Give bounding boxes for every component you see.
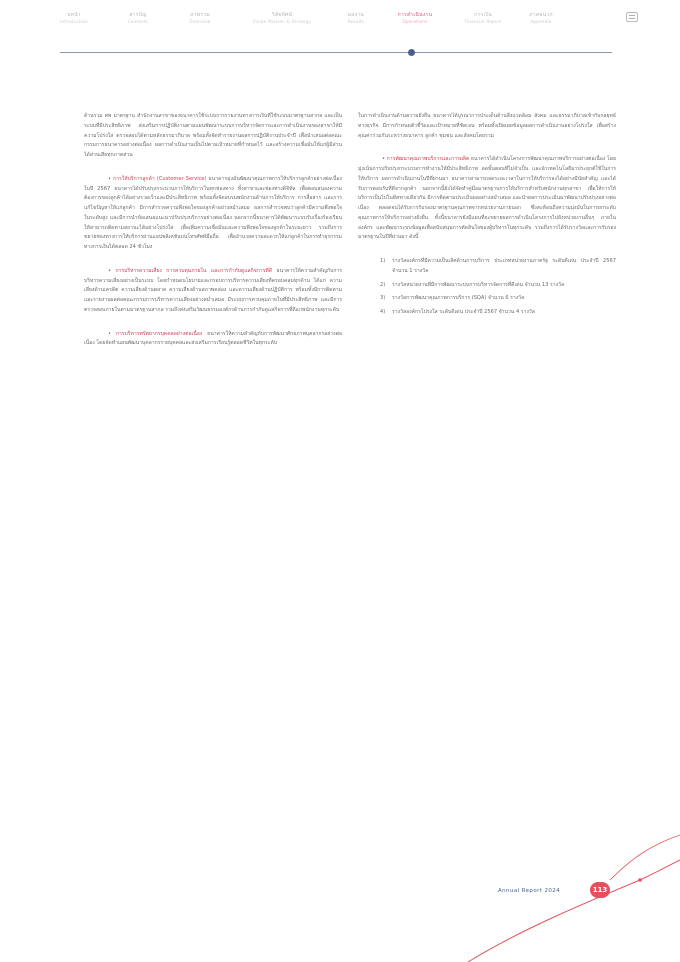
list-item: 1) รางวัลองค์กรที่มีความเป็นเลิศด้านการบริการ ประเภทหน่วยงานภาครัฐ ระดับดีเด่น ประจำปี 2567 จำนวน 1 รางวัล (380, 258, 616, 274)
nav-item-contents[interactable]: สารบัญ Contents (127, 12, 149, 24)
list-item: 2) รางวัลหน่วยงานที่มีการพัฒนาระบบการบริหารจัดการที่ดีเด่น จำนวน 13 รางวัล (380, 281, 565, 288)
section-heading-hr: • การบริหารทรัพยากรบุคคลอย่างต่อเนื่อง (108, 330, 203, 337)
nav-item-vision[interactable]: วิสัยทัศน์ Vision Mission & Strategy (252, 12, 312, 24)
footer-report-title: Annual Report 2024 (498, 888, 561, 894)
section-heading-quality: • การพัฒนาคุณภาพบริการและการผลิต (382, 156, 470, 163)
nav-item-introduction[interactable]: บทนำ Introduction (60, 12, 88, 24)
list-item: 3) รางวัลการพัฒนาคุณภาพการบริการ (SQA) จำนวน 6 รางวัล (380, 295, 525, 302)
left-paragraph-1: ด้านรวม ศพ มาตรฐาน สำนักงานสาขาของธนาคารใช้ระบบการรายงานทางการเงินที่ใช้ระบบมาตรฐานสากล และเป็นระบบที่มีประสิทธิภาพ ส่งเสริมการปฏิบัติงานตามแผนพัฒนาระบบการบริหารจัดการและการดำเนินงานของสาขาให้มีความโปร่งใส ตรวจสอบได้ตามหลักธรรมาภิบาล พร้อมทั้งจัดทำรายงานผลการปฏิบัติงานประจำปี เพื่อนำเสนอต่อคณะกรรมการธนาคารอย่างต่อเนื่อง ผลการดำเนินงานเป็นไปตามเป้าหมายที่กำหนดไว้ และสร้างความเชื่อมั่นให้แก่ผู้มีส่วนได้ส่วนเสียทุกภาคส่วน (84, 113, 342, 158)
left-paragraph-3: • การบริหารความเสี่ยง การควบคุมภายใน และการกำกับดูแลกิจการที่ดี ธนาคารให้ความสำคัญกับการบริหารความเสี่ยงอย่างเป็นระบบ โดยกำหนดนโยบายและกรอบการบริหารความเสี่ยงที่ครอบคลุมทุกด้าน ได้แก่ ความเสี่ยงด้านเครดิต ความเสี่ยงด้านตลาด ความเสี่ยงด้านสภาพคล่อง และความเสี่ยงด้านปฏิบัติการ พร้อมทั้งมีการติดตามและรายงานผลต่อคณะกรรมการบริหารความเสี่ยงอย่างสม่ำเสมอ มีระบบการควบคุมภายในที่มีประสิทธิภาพ และมีการตรวจสอบภายในตามมาตรฐานสากล รวมถึงส่งเสริมวัฒนธรรมองค์กรด้านการกำกับดูแลกิจการที่ดีแก่พนักงานทุกระดับ (84, 267, 342, 313)
right-paragraph-2: • การพัฒนาคุณภาพบริการและการผลิต ธนาคารได้ดำเนินโครงการพัฒนาคุณภาพบริการอย่างต่อเนื่อง โดยมุ่งเน้นการปรับปรุงกระบวนการทำงานให้มีประสิทธิภาพ ลดขั้นตอนที่ไม่จำเป็น และนำเทคโนโลยีมาประยุกต์ใช้ในการให้บริการ ผลการดำเนินงานในปีที่ผ่านมา ธนาคารสามารถลดระยะเวลาในการให้บริการลงได้อย่างมีนัยสำคัญ และได้รับการตอบรับที่ดีจากลูกค้า นอกจากนี้ยังได้จัดทำคู่มือมาตรฐานการให้บริการสำหรับพนักงานทุกสาขา เพื่อให้การให้บริการเป็นไปในทิศทางเดียวกัน มีการติดตามประเมินผลอย่างสม่ำเสมอ และนำผลการประเมินมาพัฒนาปรับปรุงอย่างต่อเนื่อง ตลอดจนได้รับการรับรองมาตรฐานคุณภาพจากหน่วยงานภายนอก ซึ่งสะท้อนถึงความมุ่งมั่นในการยกระดับคุณภาพการให้บริการอย่างยั่งยืน ทั้งนี้ธนาคารยังมีแผนที่จะขยายผลการดำเนินโครงการไปยังหน่วยงานอื่นๆ ภายในองค์กร และพัฒนาระบบข้อมูลเพื่อสนับสนุนการตัดสินใจของผู้บริหารในทุกระดับ รวมถึงการได้รับรางวัลและการรับรองมาตรฐานในปีที่ผ่านมา ดังนี้ (358, 156, 616, 241)
section-heading-risk: • การบริหารความเสี่ยง การควบคุมภายใน และการกำกับดูแลกิจการที่ดี (108, 267, 273, 274)
left-paragraph-2: • การให้บริการลูกค้า (Customer Service) ธนาคารมุ่งมั่นพัฒนาคุณภาพการให้บริการลูกค้าอย่างต่อเนื่อง ในปี 2567 ธนาคารได้ปรับปรุงกระบวนการให้บริการในทุกช่องทาง ทั้งสาขาและช่องทางดิจิทัล เพื่อตอบสนองความต้องการของลูกค้าได้อย่างรวดเร็วและมีประสิทธิภาพ พร้อมทั้งจัดอบรมพนักงานด้านการให้บริการ การสื่อสาร และการแก้ไขปัญหาให้แก่ลูกค้า มีการสำรวจความพึงพอใจของลูกค้าอย่างสม่ำเสมอ ผลการสำรวจพบว่าลูกค้ามีความพึงพอใจในระดับสูง และมีการนำข้อเสนอแนะมาปรับปรุงบริการอย่างต่อเนื่อง นอกจากนี้ธนาคารได้พัฒนาระบบรับเรื่องร้องเรียนให้สามารถติดตามสถานะได้อย่างโปร่งใส เพื่อเพิ่มความเชื่อมั่นและความพึงพอใจของลูกค้าในระยะยาว รวมถึงการขยายช่องทางการให้บริการผ่านแอปพลิเคชันบนโทรศัพท์มือถือ เพื่ออำนวยความสะดวกให้แก่ลูกค้าในการทำธุรกรรมทางการเงินได้ตลอด 24 ชั่วโมง (84, 175, 342, 250)
nav-item-results[interactable]: ผลงาน Results (347, 12, 365, 24)
left-paragraph-4: • การบริหารทรัพยากรบุคคลอย่างต่อเนื่อง ธนาคารให้ความสำคัญกับการพัฒนาศักยภาพบุคลากรอย่างต่อเนื่อง โดยจัดทำแผนพัฒนาบุคลากรรายบุคคลและส่งเสริมการเรียนรู้ตลอดชีวิตในทุกระดับ (84, 330, 343, 347)
list-item: 4) รางวัลองค์กรโปร่งใส ระดับดีเด่น ประจำปี 2567 จำนวน 4 รางวัล (380, 309, 535, 315)
nav-item-overview[interactable]: ภาพรวม Overview (189, 12, 211, 24)
right-paragraph-1: ในการดำเนินงานด้านความยั่งยืน ธนาคารได้บูรณาการประเด็นด้านสิ่งแวดล้อม สังคม และธรรมาภิบาลเข้ากับกลยุทธ์ทางธุรกิจ มีการกำหนดตัวชี้วัดและเป้าหมายที่ชัดเจน พร้อมทั้งเปิดเผยข้อมูลผลการดำเนินงานอย่างโปร่งใส เพื่อสร้างคุณค่าร่วมกันระหว่างธนาคาร ลูกค้า ชุมชน และสังคมโดยรวม (358, 113, 616, 139)
nav-item-operations[interactable]: การดำเนินงาน Operations (397, 12, 433, 24)
page-number-badge: 113 (590, 882, 610, 898)
section-heading-customer-service: • การให้บริการลูกค้า (Customer Service) (108, 175, 207, 182)
nav-item-financial[interactable]: การเงิน Financial Report (464, 12, 502, 24)
nav-item-appendix[interactable]: ภาคผนวก Appendix (529, 12, 553, 24)
